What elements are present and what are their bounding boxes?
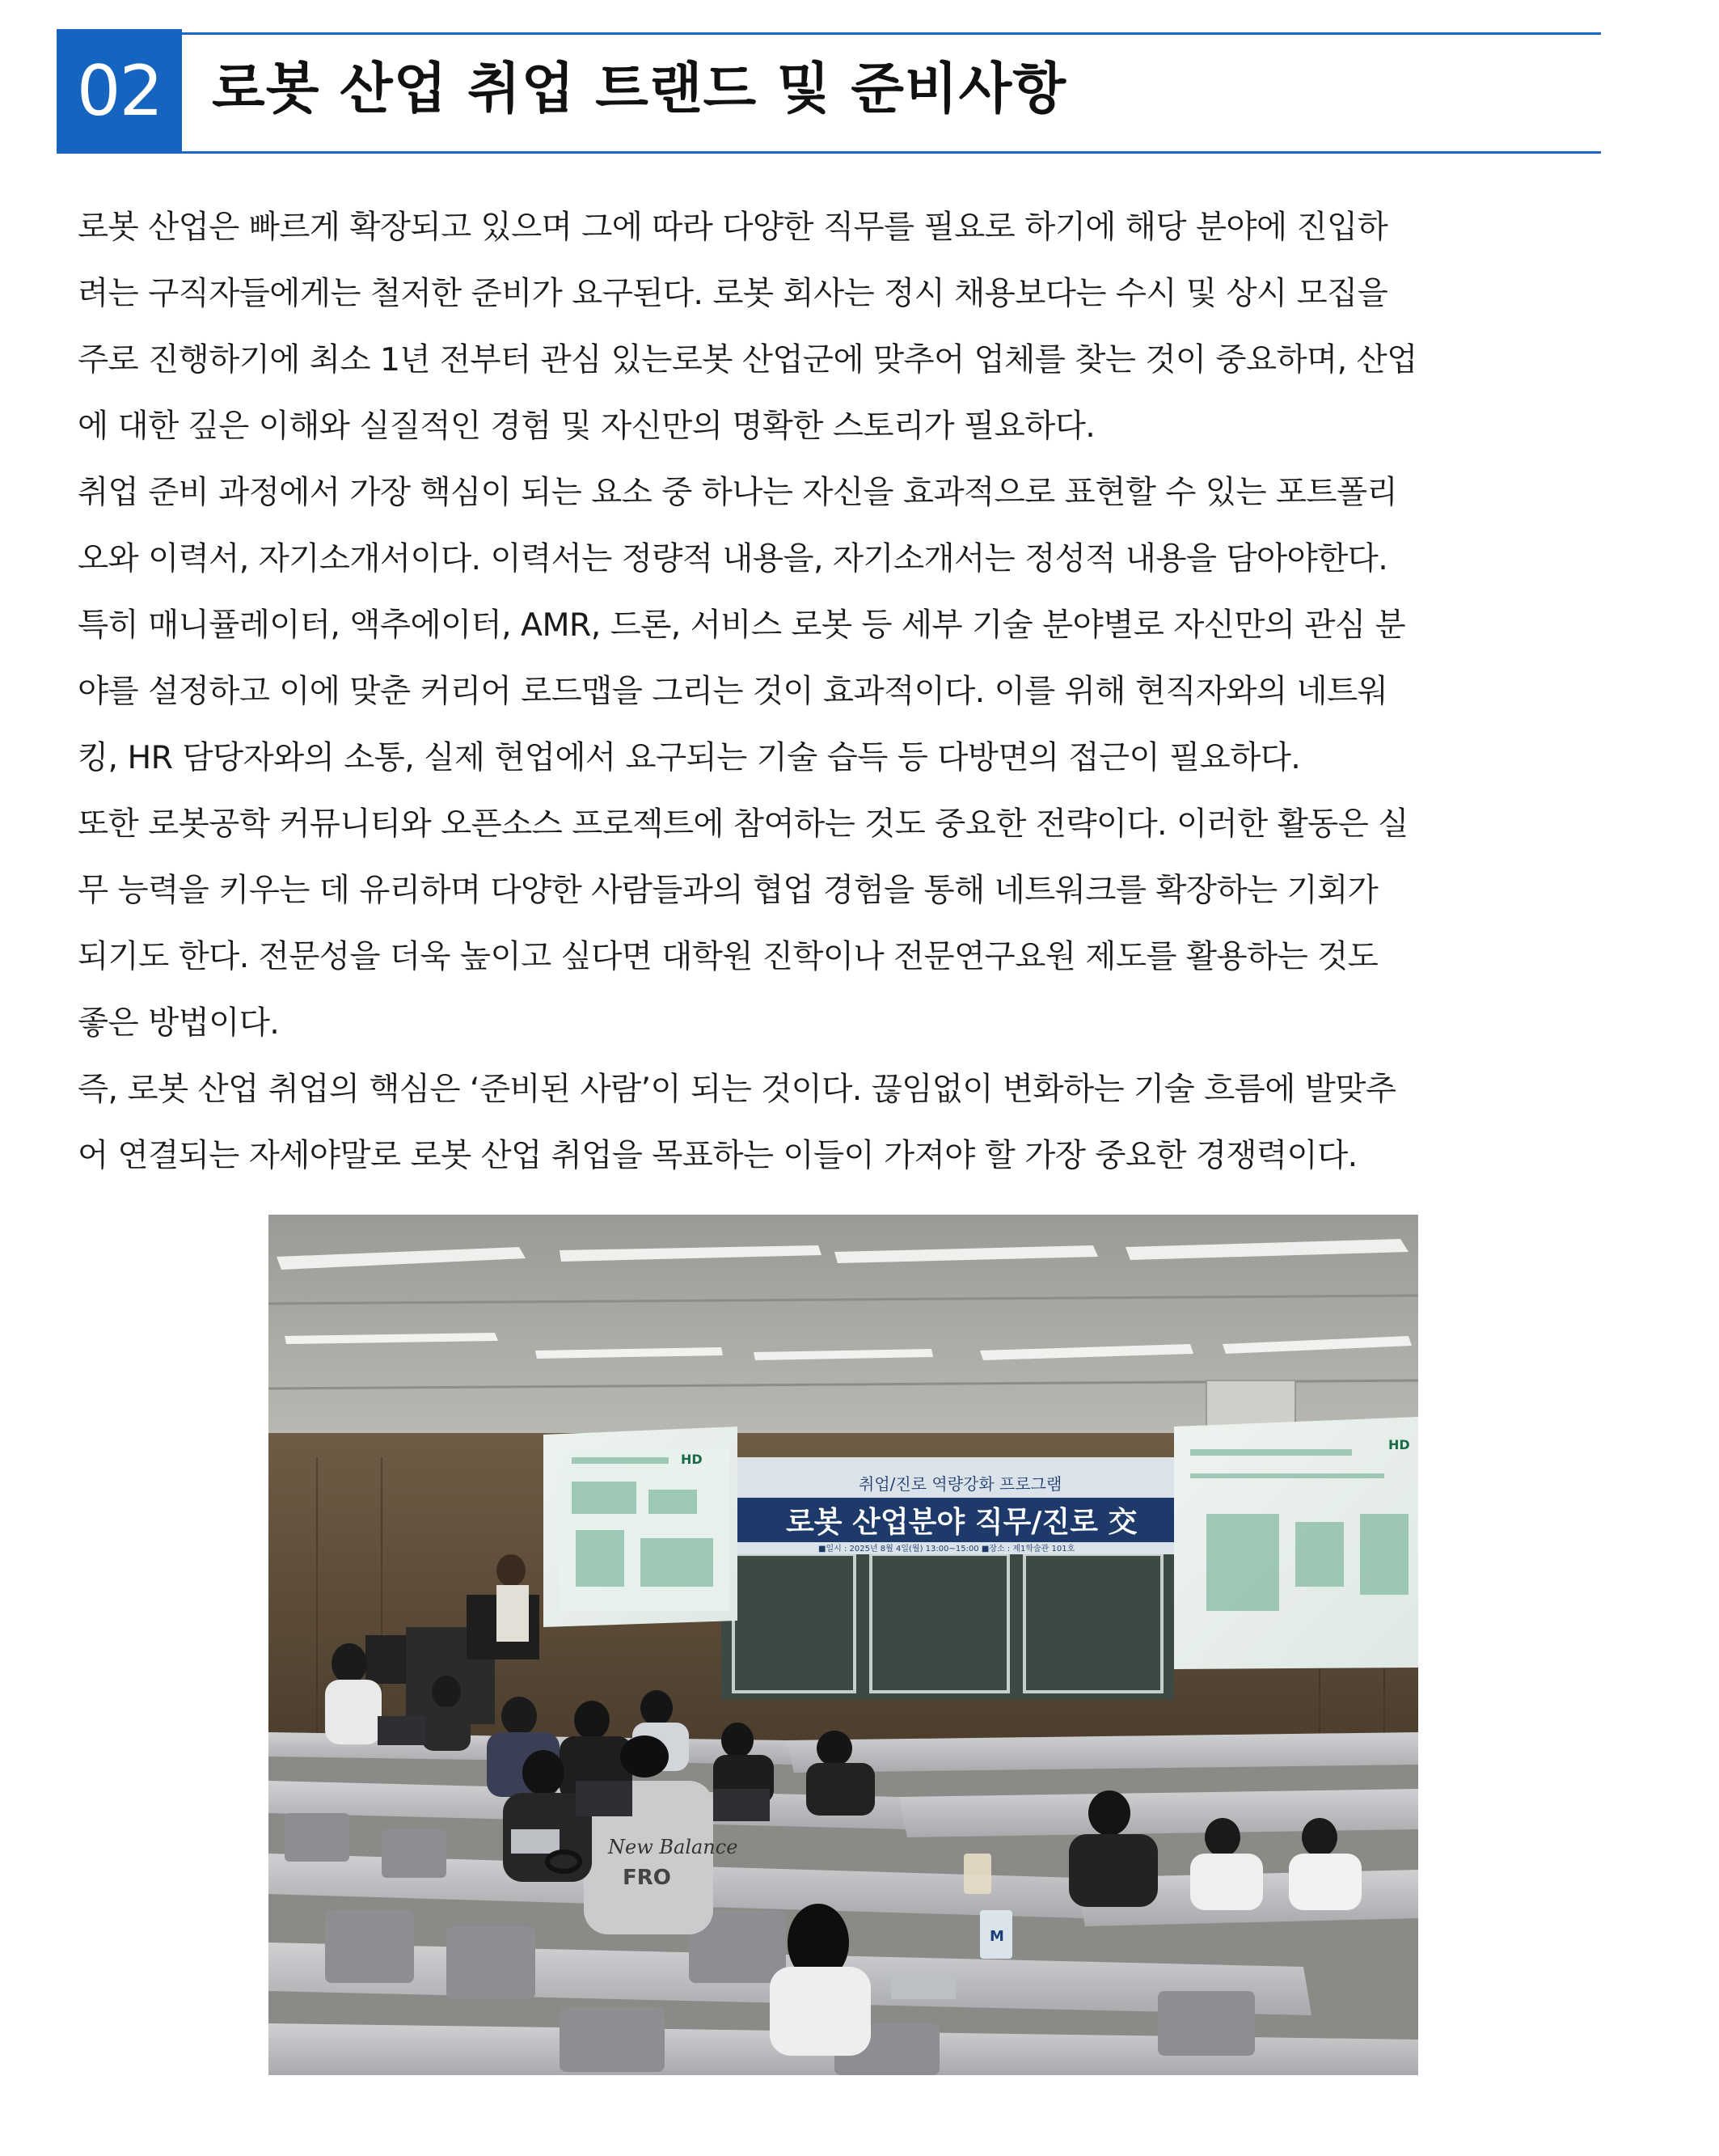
shirt-print-sub: FRO [623, 1866, 671, 1890]
body-line: 어 연결되는 자세야말로 로봇 산업 취업을 목표하는 이들이 가져야 할 가장 중요한 경쟁력이다. [78, 1137, 1358, 1174]
cup-label: M [990, 1928, 1004, 1945]
body-line: 로봇 산업은 빠르게 확장되고 있으며 그에 따라 다양한 직무를 필요로 하기에 해당 분야에 진입하 [78, 209, 1388, 246]
slide-left-logo: HD [681, 1452, 703, 1467]
body-line: 특히 매니퓰레이터, 액추에이터, AMR, 드론, 서비스 로봇 등 세부 기술 분야별로 자신만의 관심 분 [78, 607, 1406, 644]
section-number-badge: 02 [57, 29, 182, 154]
header-bottom-rule [57, 151, 1601, 154]
section-header [57, 29, 1601, 154]
header-top-rule [182, 32, 1601, 35]
slide-right-logo: HD [1388, 1437, 1410, 1452]
body-line: 취업 준비 과정에서 가장 핵심이 되는 요소 중 하나는 자신을 효과적으로 표현할 수 있는 포트폴리 [78, 474, 1398, 511]
body-line: 오와 이력서, 자기소개서이다. 이력서는 정량적 내용을, 자기소개서는 정성적 내용을 담아야한다. [78, 540, 1388, 577]
body-line: 좋은 방법이다. [78, 1004, 280, 1042]
body-line: 무 능력을 키우는 데 유리하며 다양한 사람들과의 협업 경험을 통해 네트워크를 확장하는 기회가 [78, 872, 1379, 909]
body-line: 또한 로봇공학 커뮤니티와 오픈소스 프로젝트에 참여하는 것도 중요한 전략이다. 이러한 활동은 실 [78, 805, 1409, 843]
body-line: 주로 진행하기에 최소 1년 전부터 관심 있는로봇 산업군에 맞추어 업체를 찾는 것이 중요하며, 산업 [78, 341, 1417, 378]
lecture-hall-photo [268, 1215, 1418, 2075]
banner-large-text: 로봇 산업분야 직무/진로 交 [786, 1506, 1138, 1539]
banner-info-text: ■일시 : 2025년 8월 4일(월) 13:00~15:00 ■장소 : 제1학술관 101호 [818, 1545, 1075, 1554]
section-title: 로봇 산업 취업 트랜드 및 준비사항 [212, 57, 1067, 121]
article-body [78, 194, 1598, 1189]
body-line: 려는 구직자들에게는 철저한 준비가 요구된다. 로봇 회사는 정시 채용보다는 수시 및 상시 모집을 [78, 275, 1388, 312]
shirt-print: New Balance [608, 1836, 738, 1858]
body-line: 야를 설정하고 이에 맞춘 커리어 로드맵을 그리는 것이 효과적이다. 이를 위해 현직자와의 네트워 [78, 673, 1388, 710]
body-line: 되기도 한다. 전문성을 더욱 높이고 싶다면 대학원 진학이나 전문연구요원 제도를 활용하는 것도 [78, 938, 1379, 975]
body-line: 킹, HR 담당자와의 소통, 실제 현업에서 요구되는 기술 습득 등 다방면의 접근이 필요하다. [78, 739, 1301, 776]
body-line: 에 대한 깊은 이해와 실질적인 경험 및 자신만의 명확한 스토리가 필요하다. [78, 408, 1096, 445]
body-line: 즉, 로봇 산업 취업의 핵심은 ‘준비된 사람’이 되는 것이다. 끊임없이 변화하는 기술 흐름에 발맞추 [78, 1071, 1396, 1108]
banner-small-text: 취업/진로 역량강화 프로그램 [859, 1474, 1062, 1494]
